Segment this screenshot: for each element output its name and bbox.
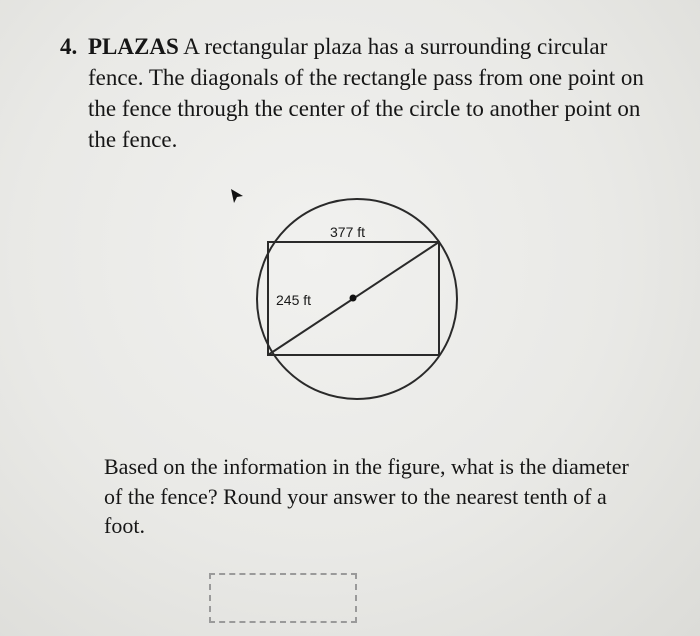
question-text: Based on the information in the figure, what is the diameter of the fence? Round your answer to the nearest tenth of a foot.: [104, 454, 629, 538]
answer-input[interactable]: [209, 573, 357, 623]
width-label: 377 ft: [330, 224, 366, 240]
problem-text: A rectangular plaza has a surrounding circular fence. The diagonals of the rectangle pass from one point on the fence through the center of the circle to another point on the fence.: [88, 34, 644, 152]
height-label: 245 ft: [276, 292, 312, 308]
problem-keyword: PLAZAS: [88, 34, 179, 59]
problem-number: 4.: [60, 34, 78, 59]
center-point: [350, 295, 357, 302]
